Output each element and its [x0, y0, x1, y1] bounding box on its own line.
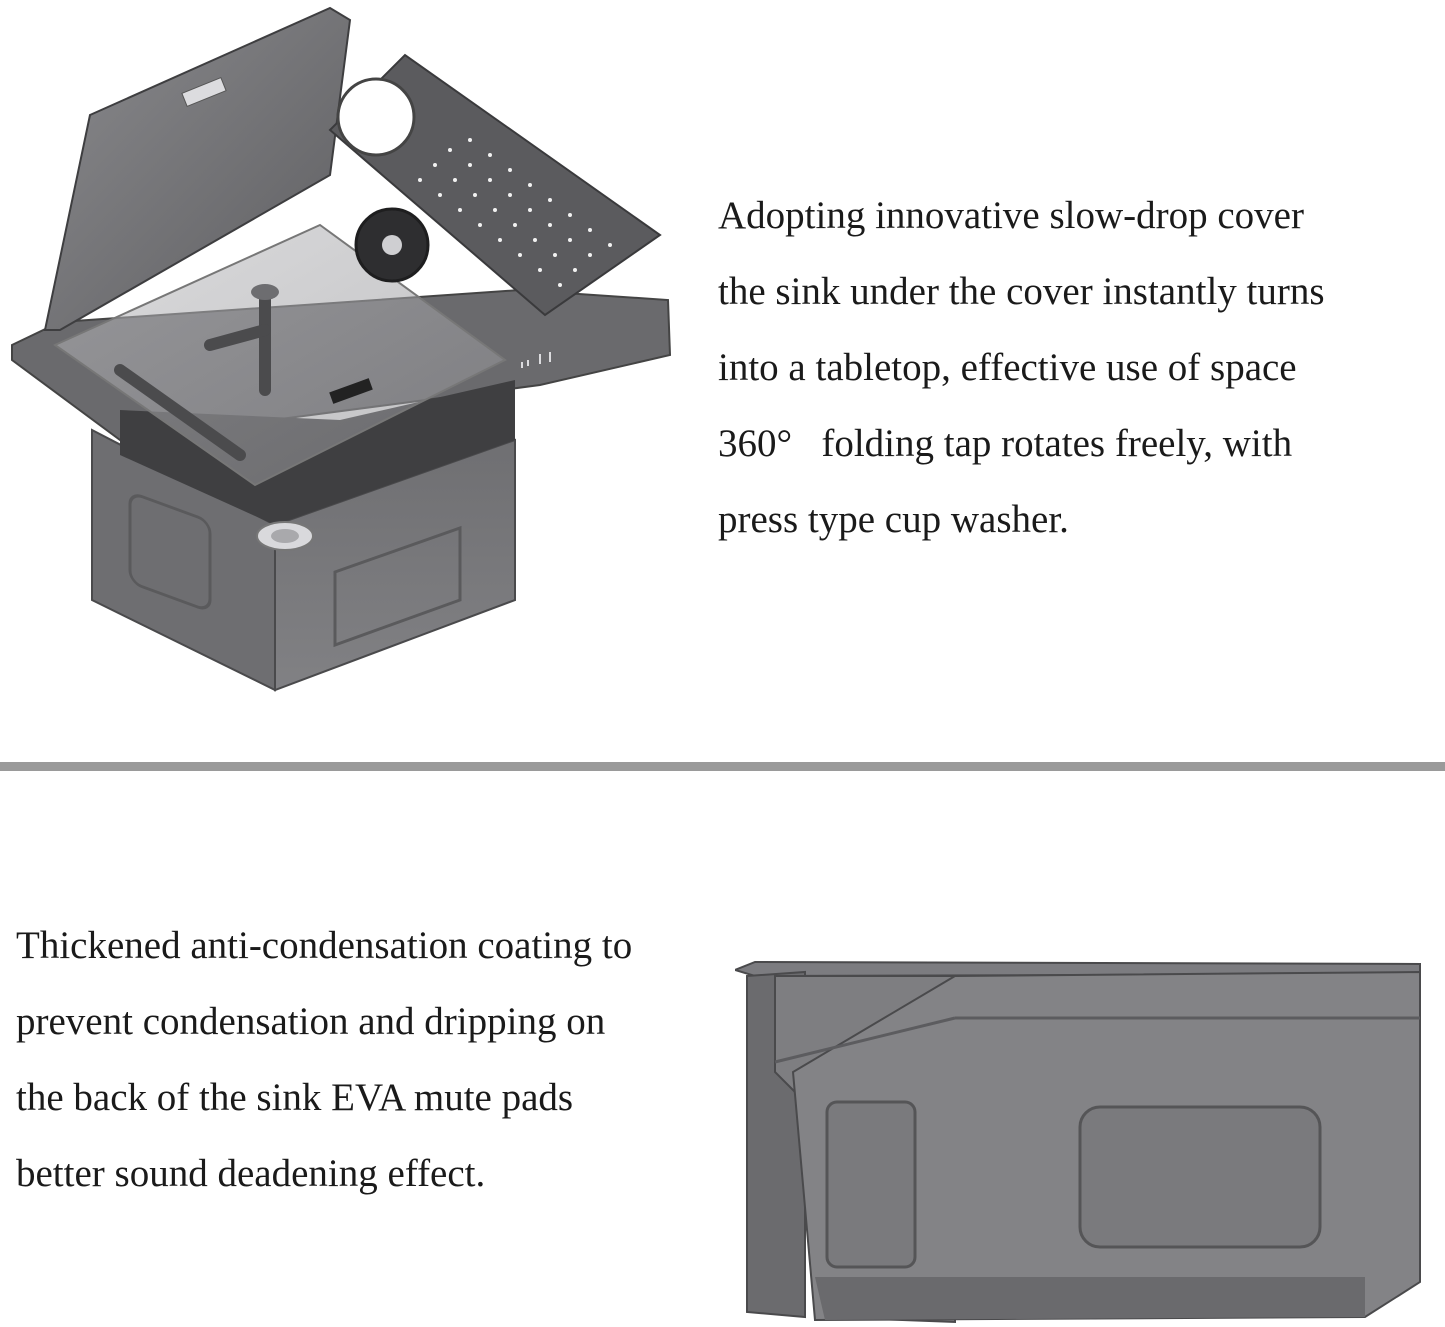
bottom-feature-panel [0, 772, 1445, 1327]
eva-pad-right [1080, 1107, 1320, 1247]
sink-with-cover-image [0, 0, 700, 700]
section-divider [0, 762, 1445, 771]
description-line: the sink under the cover instantly turns [718, 270, 1325, 313]
sink-underside-image [735, 772, 1435, 1327]
description-line: Thickened anti-condensation coating to [16, 924, 633, 967]
description-line: better sound deadening effect. [16, 1152, 486, 1195]
description-line: prevent condensation and dripping on [16, 1000, 606, 1043]
top-feature-description [718, 178, 1325, 558]
description-line: into a tabletop, effective use of space [718, 346, 1297, 389]
bottom-feature-description [16, 908, 632, 1212]
description-line: press type cup washer. [718, 498, 1069, 541]
description-line: 360° folding tap rotates freely, with [718, 422, 1293, 465]
description-line: Adopting innovative slow-drop cover [718, 194, 1304, 237]
description-line: the back of the sink EVA mute pads [16, 1076, 574, 1119]
eva-pad-left [827, 1102, 915, 1267]
